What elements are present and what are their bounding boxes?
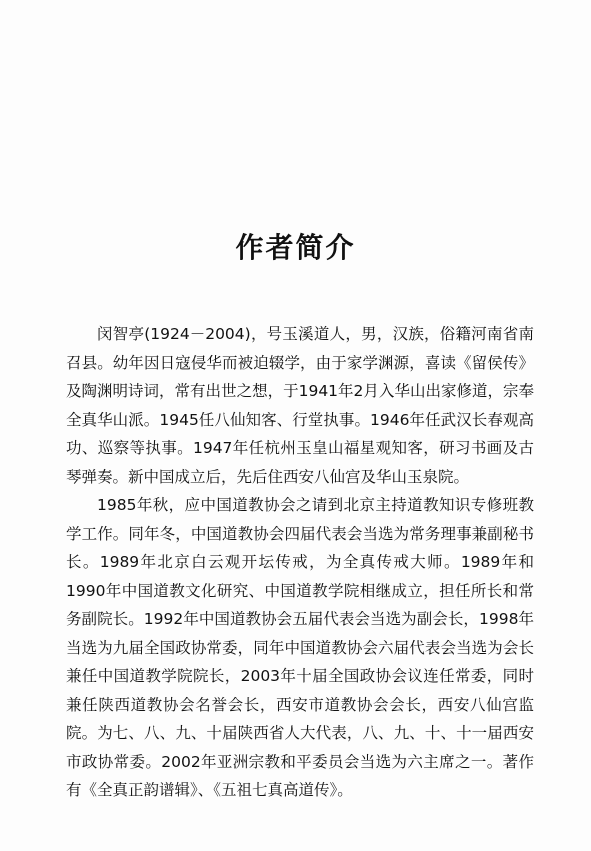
page-title: 作者简介 (235, 230, 356, 264)
paragraph-early-life: 闵智亭(1924－2004)，号玉溪道人，男，汉族，俗籍河南省南召县。幼年因日寇侵华而被迫辍学，由于家学渊源，喜读《留侯传》及陶渊明诗词，常有出世之想，于1941年2月入华山出家修道，宗奉全真华山派。1945任八仙知客、行堂执事。1946年任武汉长春观高功、巡察等执事。1947年任杭州玉皇山福星观知客，研习书画及古琴弹奏。新中国成立后，先后住西安八仙宫及华山玉泉院。 (66, 325, 534, 486)
biography-body (66, 320, 534, 805)
paragraph-career: 1985年秋，应中国道教协会之请到北京主持道教知识专修班教学工作。同年冬，中国道教协会四届代表会当选为常务理事兼副秘书长。1989年北京白云观开坛传戒，为全真传戒大师。1989年和1990年中国道教文化研究、中国道教学院相继成立，担任所长和常务副院长。1992年中国道教协会五届代表会当选为副会长，1998年当选为九届全国政协常委，同年中国道教协会六届代表会当选为会长兼任中国道教学院院长，2003年十届全国政协会议连任常委，同时兼任陕西道教协会名誉会长，西安市道教协会会长，西安八仙宫监院。为七、八、九、十届陕西省人大代表，八、九、十、十一届西安市政协常委。2002年亚洲宗教和平委员会当选为六主席之一。著作有《全真正韵谱辑》、《五祖七真高道传》。 (66, 496, 534, 799)
